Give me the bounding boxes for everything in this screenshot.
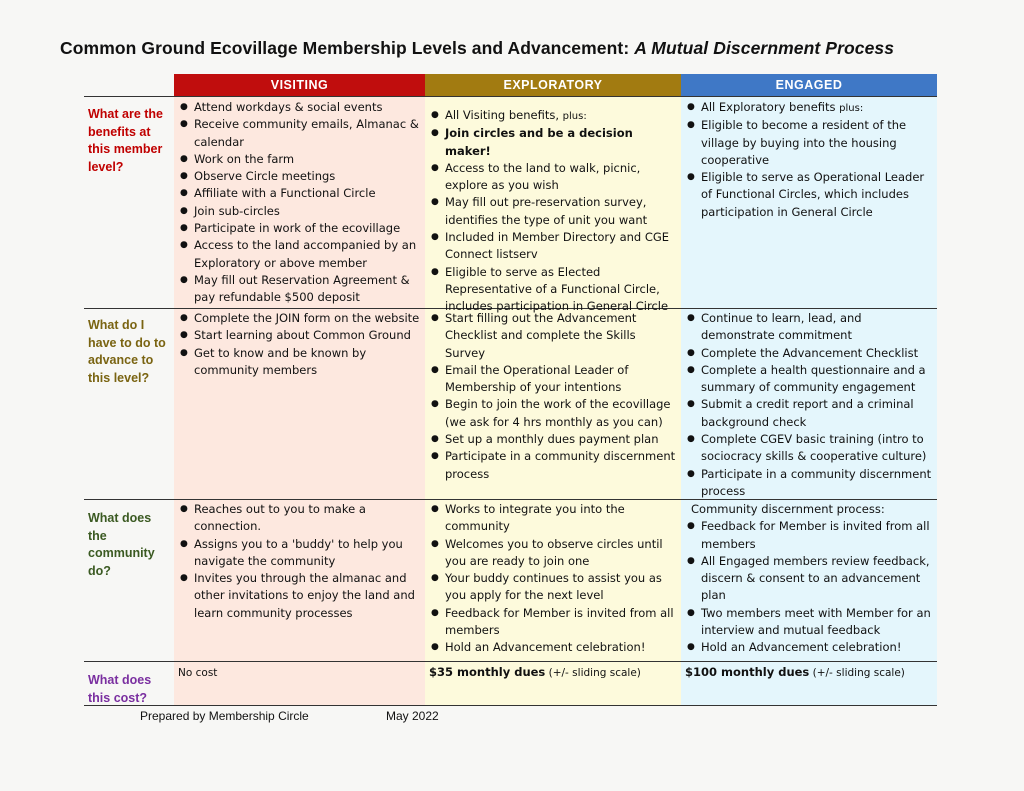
list-item: ● Get to know and be known by community members (178, 345, 424, 380)
footer-prepared-by: Prepared by Membership Circle (140, 709, 309, 723)
cost-exploratory-amount: $35 monthly dues (429, 665, 546, 679)
list-item: ● Complete CGEV basic training (intro to sociocracy skills & cooperative culture) (685, 431, 935, 466)
list-item: ● Hold an Advancement celebration! (685, 639, 935, 656)
benefits-visiting-list (178, 99, 424, 307)
header-visiting: VISITING (174, 74, 425, 96)
benefits-engaged-list (685, 99, 935, 117)
list-item: ● Receive community emails, Almanac & calendar (178, 116, 424, 151)
list-item: ● Hold an Advancement celebration! (429, 639, 679, 656)
list-item: ● Complete a health questionnaire and a summary of community engagement (685, 362, 935, 397)
title-italic: A Mutual Discernment Process (634, 38, 895, 58)
cost-engaged-note: (+/- sliding scale) (809, 667, 905, 679)
list-item: ● Work on the farm (178, 151, 424, 168)
page-title (60, 38, 894, 59)
list-item: ● Attend workdays & social events (178, 99, 424, 116)
header-exploratory: EXPLORATORY (425, 74, 681, 96)
cost-visiting-text: No cost (178, 667, 218, 679)
benefits-visiting-cell (178, 99, 424, 307)
cost-engaged-cell (685, 664, 935, 682)
list-item: ● Feedback for Member is invited from all members (429, 605, 679, 640)
community-exploratory-list (429, 501, 679, 657)
list-item: ● Observe Circle meetings (178, 168, 424, 185)
benefits-engaged-cell (685, 99, 935, 221)
list-item: ● May fill out Reservation Agreement & pay refundable $500 deposit (178, 272, 424, 307)
header-engaged: ENGAGED (681, 74, 937, 96)
advance-visiting-list (178, 310, 424, 379)
list-item: ● Submit a credit report and a criminal background check (685, 396, 935, 431)
advance-engaged-list (685, 310, 935, 500)
benefits-exploratory-list-more (429, 125, 679, 315)
advance-engaged-cell (685, 310, 935, 500)
row-label-advance: What do I have to do to advance to this level? (88, 318, 166, 385)
advance-exploratory-cell (429, 310, 679, 483)
community-engaged-cell (685, 501, 935, 657)
list-item: ● Begin to join the work of the ecovillage (we ask for 4 hrs monthly as you can) (429, 396, 679, 431)
list-item: ● Works to integrate you into the community (429, 501, 679, 536)
community-engaged-list (685, 518, 935, 656)
row-divider (84, 705, 937, 706)
list-item: ● May fill out pre-reservation survey, identifies the type of unit you want (429, 194, 679, 229)
list-item: ● Start filling out the Advancement Checklist and complete the Skills Survey (429, 310, 679, 362)
list-item: ● Affiliate with a Functional Circle (178, 185, 424, 202)
list-item: ● All Visiting benefits, plus: (429, 107, 679, 125)
row-divider (84, 661, 937, 662)
list-item: ● Start learning about Common Ground (178, 327, 424, 344)
list-item: ● Complete the JOIN form on the website (178, 310, 424, 327)
list-item: ● Included in Member Directory and CGE Connect listserv (429, 229, 679, 264)
list-item: ● Welcomes you to observe circles until you are ready to join one (429, 536, 679, 571)
advance-visiting-cell (178, 310, 424, 379)
list-item: ● Invites you through the almanac and other invitations to enjoy the land and learn community processes (178, 570, 424, 622)
list-item: ● Eligible to become a resident of the village by buying into the housing cooperative (685, 117, 935, 169)
row-divider (84, 96, 937, 97)
cost-engaged-amount: $100 monthly dues (685, 665, 810, 679)
list-item: ● Assigns you to a 'buddy' to help you navigate the community (178, 536, 424, 571)
list-item: ● Eligible to serve as Elected Representative of a Functional Circle, includes participation in General Circle (429, 264, 679, 316)
community-exploratory-cell (429, 501, 679, 657)
list-item: ● Participate in work of the ecovillage (178, 220, 424, 237)
row-label-benefits: What are the benefits at this member level? (88, 107, 164, 174)
cost-visiting-cell (178, 664, 424, 682)
list-item: ● Access to the land to walk, picnic, explore as you wish (429, 160, 679, 195)
list-item: ● Your buddy continues to assist you as you apply for the next level (429, 570, 679, 605)
community-visiting-cell (178, 501, 424, 622)
community-engaged-intro: Community discernment process: (691, 502, 885, 516)
list-item: ● Complete the Advancement Checklist (685, 345, 935, 362)
benefits-exploratory-list (429, 107, 679, 125)
benefits-engaged-list-more (685, 117, 935, 221)
list-item: ● All Exploratory benefits plus: (685, 99, 935, 117)
advance-exploratory-list (429, 310, 679, 483)
footer-date: May 2022 (386, 709, 439, 723)
list-item: ● Participate in a community discernment process (685, 466, 935, 501)
list-item: ● Join circles and be a decision maker! (429, 125, 679, 160)
list-item: ● Feedback for Member is invited from all members (685, 518, 935, 553)
row-label-community: What does the community do? (88, 511, 155, 578)
list-item: ● Eligible to serve as Operational Leader of Functional Circles, which includes participation in General Circle (685, 169, 935, 221)
list-item: ● Continue to learn, lead, and demonstrate commitment (685, 310, 935, 345)
list-item: ● Join sub-circles (178, 203, 424, 220)
list-item: ● Reaches out to you to make a connection. (178, 501, 424, 536)
list-item: ● Access to the land accompanied by an Exploratory or above member (178, 237, 424, 272)
cost-exploratory-cell (429, 664, 679, 682)
list-item: ● Email the Operational Leader of Membership of your intentions (429, 362, 679, 397)
list-item: ● All Engaged members review feedback, discern & consent to an advancement plan (685, 553, 935, 605)
list-item: ● Participate in a community discernment process (429, 448, 679, 483)
cost-exploratory-note: (+/- sliding scale) (545, 667, 641, 679)
benefits-exploratory-cell (429, 107, 679, 316)
community-visiting-list (178, 501, 424, 622)
list-item: ● Set up a monthly dues payment plan (429, 431, 679, 448)
list-item: ● Two members meet with Member for an interview and mutual feedback (685, 605, 935, 640)
title-main: Common Ground Ecovillage Membership Levels and Advancement: (60, 38, 635, 58)
row-label-cost: What does this cost? (88, 673, 152, 705)
